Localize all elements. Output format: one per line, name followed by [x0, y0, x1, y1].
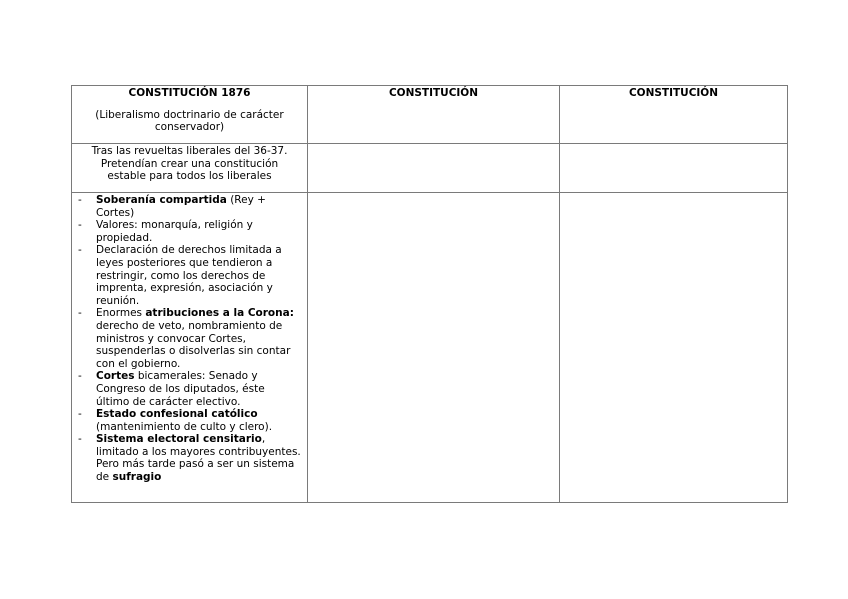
header-cell-2: [308, 86, 560, 144]
item-text: bicamerales: Senado y Congreso de los diputados, éste último de carácter electivo.: [96, 370, 265, 408]
bold-text: Sistema electoral censitario: [96, 433, 262, 446]
item-text: (Rey + Cortes): [96, 194, 266, 219]
list-item: [78, 307, 301, 370]
bold-text: Soberanía compartida: [96, 194, 227, 206]
header-cell-3: [560, 86, 788, 144]
list-item: [78, 219, 301, 244]
column-title: CONSTITUCIÓN 1876: [128, 87, 251, 99]
column-title: CONSTITUCIÓN: [628, 87, 719, 99]
bullet-dash: -: [78, 219, 82, 232]
item-text: Declaración de derechos limitada a leyes posteriores que tendieron a restringir, como los derechos de imprenta, expresión, asociación y reunión.: [96, 244, 282, 307]
item-text: (mantenimiento de culto y clero).: [96, 420, 273, 433]
list-item: [78, 244, 301, 307]
features-cell: [72, 193, 308, 503]
context-row: [72, 144, 788, 193]
list-item: [78, 370, 301, 408]
list-item: [78, 433, 301, 484]
bullet-dash: -: [78, 244, 82, 257]
context-cell: [72, 144, 308, 193]
features-row: [72, 193, 788, 503]
bold-text: atribuciones a la Corona:: [145, 307, 294, 320]
bullet-dash: -: [78, 408, 82, 421]
context-text: Tras las revueltas liberales del 36-37. Pretendían crear una constitución estable para todos los liberales: [91, 145, 288, 183]
empty-cell: [560, 144, 788, 193]
empty-cell: [308, 193, 560, 503]
bullet-dash: -: [78, 307, 82, 320]
item-text: Enormes: [96, 307, 146, 320]
column-title: CONSTITUCIÓN: [388, 87, 479, 99]
empty-cell: [560, 193, 788, 503]
bold-text: Estado confesional católico: [96, 408, 258, 421]
item-text: , limitado a los mayores contribuyentes. Pero más tarde pasó a ser un sistema de: [96, 433, 301, 484]
header-row: [72, 86, 788, 144]
header-cell-1876: [72, 86, 308, 144]
bullet-dash: -: [78, 370, 82, 383]
empty-cell: [308, 144, 560, 193]
item-text: derecho de veto, nombramiento de ministros y convocar Cortes, suspenderlas o disolverlas sin contar con el gobierno.: [96, 319, 291, 370]
bullet-dash: -: [78, 194, 82, 206]
list-item: [78, 408, 301, 433]
features-list: [72, 193, 307, 484]
column-subtitle: (Liberalismo doctrinario de carácter conservador): [95, 108, 284, 134]
bold-text: Cortes: [96, 370, 135, 383]
bullet-dash: -: [78, 433, 82, 446]
constitution-comparison-table: [71, 85, 788, 503]
item-text: Valores: monarquía, religión y propiedad.: [96, 219, 253, 244]
bold-text: sufragio: [112, 471, 162, 484]
list-item: [78, 194, 301, 219]
